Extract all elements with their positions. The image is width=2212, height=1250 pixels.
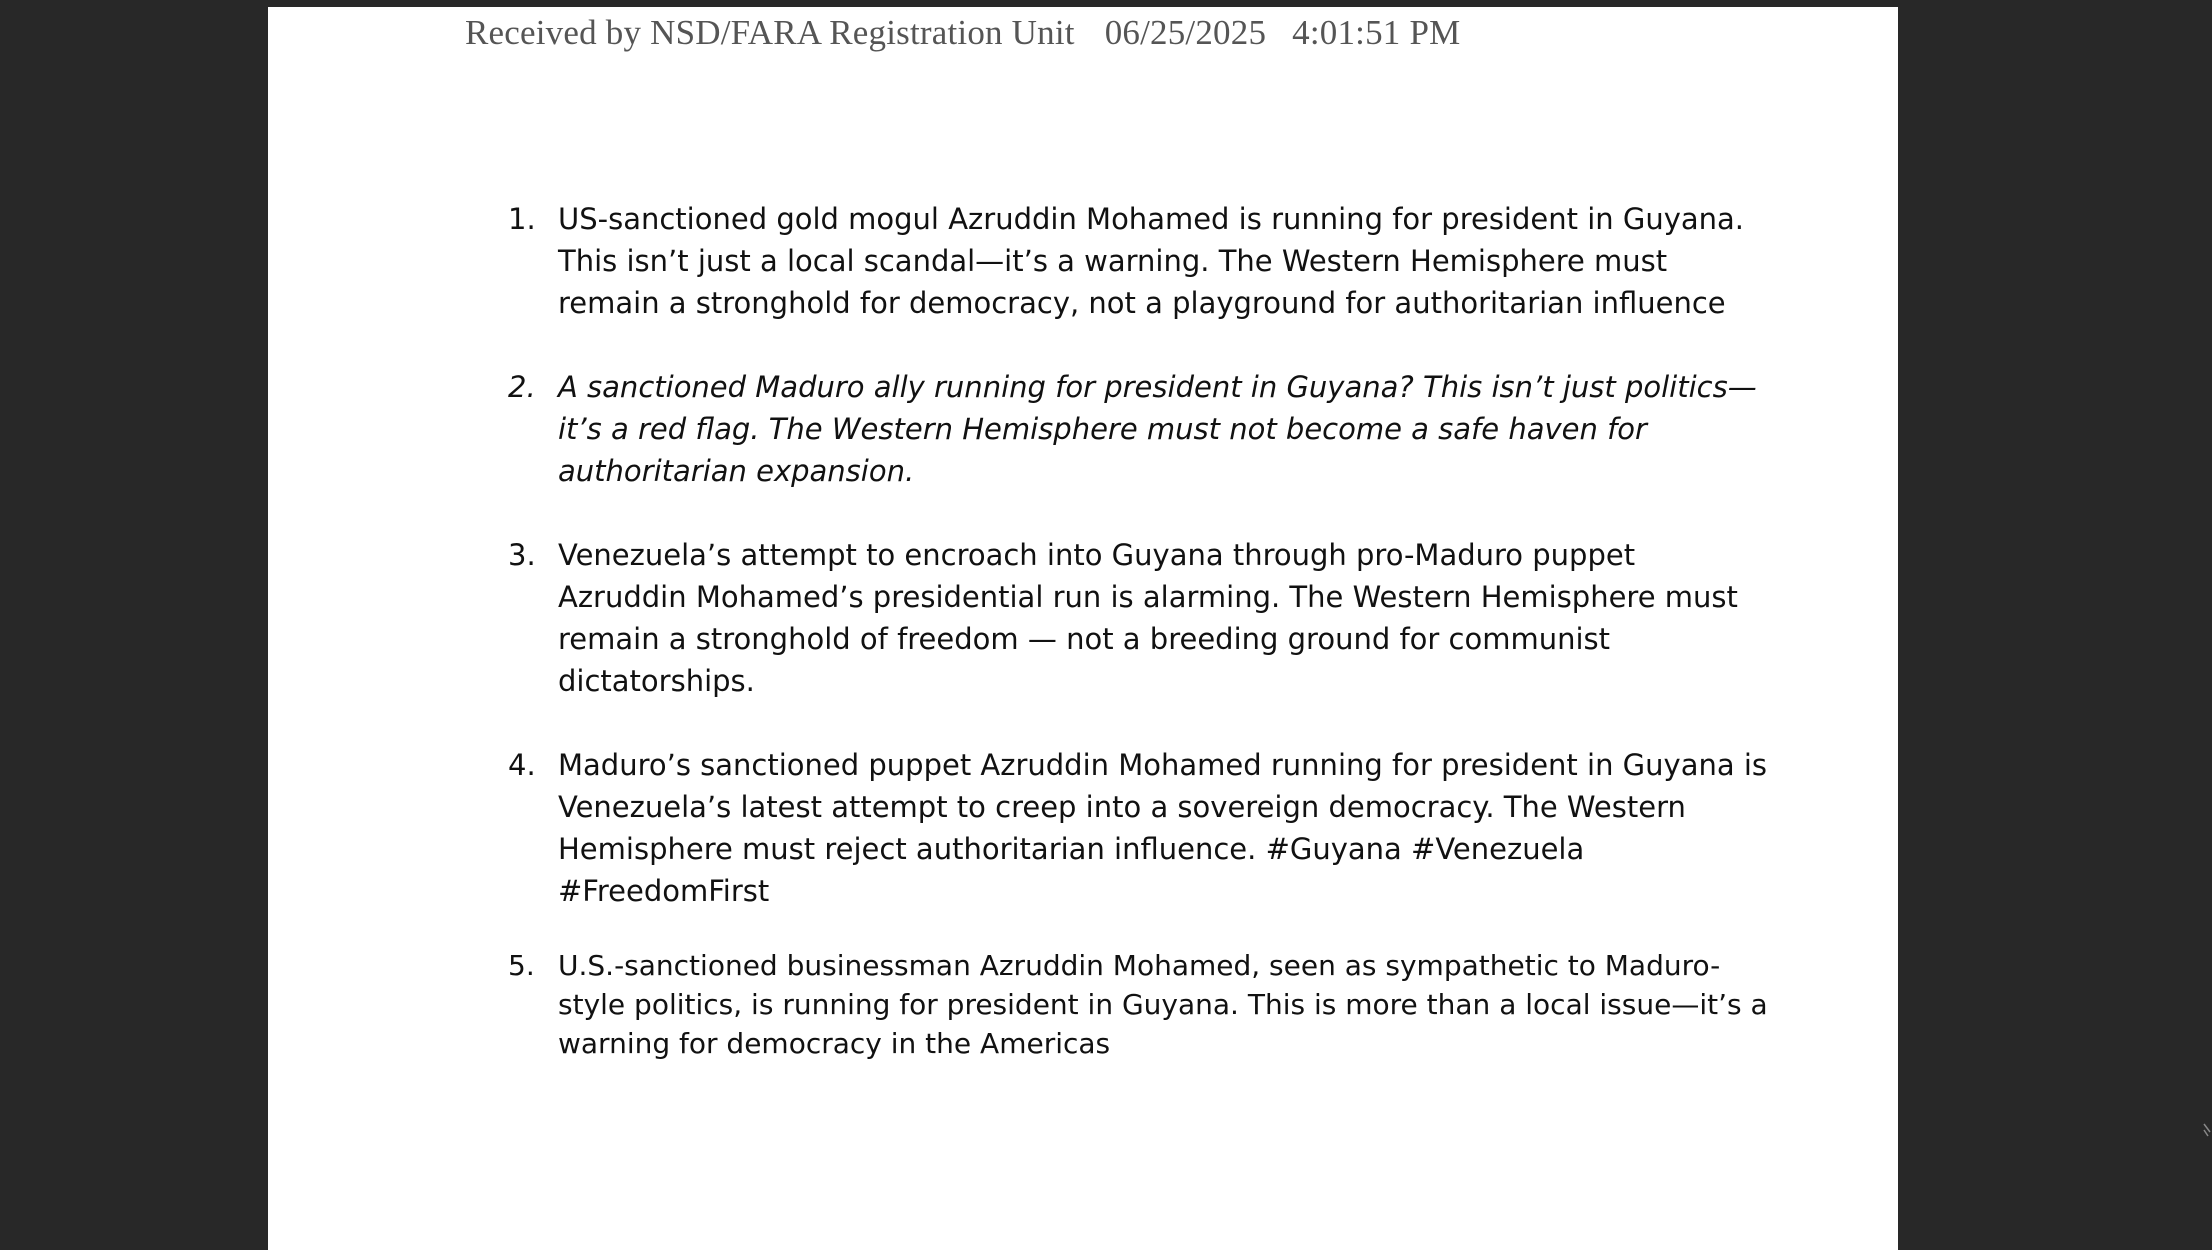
item-text: Maduro’s sanctioned puppet Azruddin Mohamed running for president in Guyana is Venezuela’s latest attempt to creep into a sovereign democracy. The Western Hemisphere must reject authoritarian influence. #Guyana #Venezuela #FreedomFirst xyxy=(558,748,1767,908)
item-text: US-sanctioned gold mogul Azruddin Mohamed is running for president in Guyana. This isn’t just a local scandal—it’s a warning. The Western Hemisphere must remain a stronghold for democracy, not a playground for authoritarian influence xyxy=(558,202,1745,320)
list-item xyxy=(508,946,1768,1063)
stamp-source: Received by NSD/FARA Registration Unit xyxy=(465,13,1075,52)
item-number: 2. xyxy=(508,370,536,404)
item-text: A sanctioned Maduro ally running for president in Guyana? This isn’t just politics—it’s a red flag. The Western Hemisphere must not become a safe haven for authoritarian expansion. xyxy=(558,370,1757,488)
item-text: U.S.-sanctioned businessman Azruddin Mohamed, seen as sympathetic to Maduro-style politics, is running for president in Guyana. This is more than a local issue—it’s a warning for democracy in the Americas xyxy=(558,949,1768,1060)
fara-received-stamp xyxy=(465,13,1460,53)
stamp-time: 4:01:51 PM xyxy=(1292,13,1461,52)
document-page xyxy=(268,7,1898,1250)
list-item xyxy=(508,198,1768,324)
item-number: 4. xyxy=(508,748,536,782)
stamp-date: 06/25/2025 xyxy=(1104,13,1267,52)
list-item xyxy=(508,534,1768,702)
item-number: 5. xyxy=(508,949,535,982)
item-number: 1. xyxy=(508,202,536,236)
list-item xyxy=(508,744,1768,912)
resize-grip-icon[interactable] xyxy=(2202,1120,2212,1140)
item-number: 3. xyxy=(508,538,536,572)
list-item xyxy=(508,366,1768,492)
item-text: Venezuela’s attempt to encroach into Guyana through pro-Maduro puppet Azruddin Mohamed’s presidential run is alarming. The Western Hemisphere must remain a stronghold of freedom — not a breeding ground for communist dictatorships. xyxy=(558,538,1738,698)
post-list xyxy=(508,198,1768,1063)
